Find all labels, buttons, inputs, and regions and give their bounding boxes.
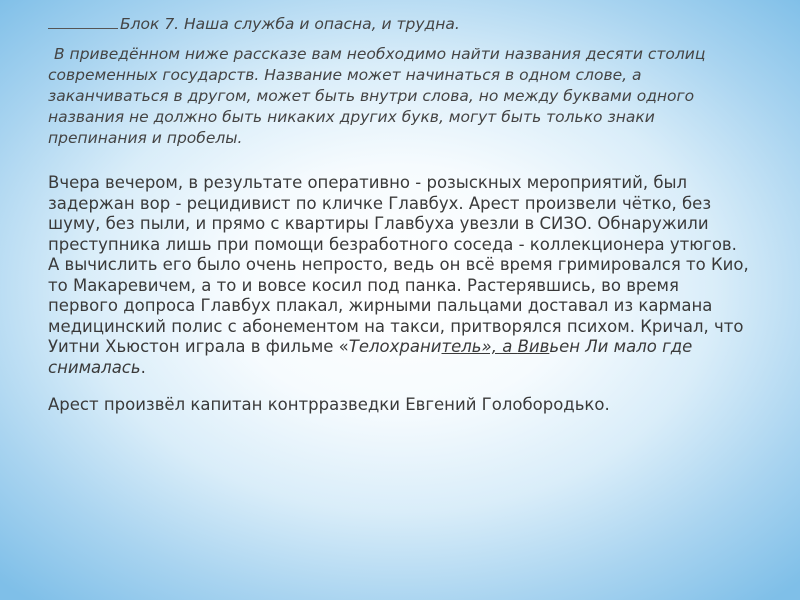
block-heading [48,14,748,35]
story-main-text: Вчера вечером, в результате оперативно - розыскных мероприятий, был задержан вор - рецидивист по кличке Главбух. Арест произвели чётко, без шуму, без пыли, и прямо с квартиры Главбуха увезли в СИЗО. Обнаружили преступника лишь при помощи безработного соседа - коллекционера утюгов. А вычислить его было очень непросто, ведь он всё время гримировался то Кио, то Макаревичем, а то и вовсе косил под панка. Растерявшись, во время первого допроса Главбух плакал, жирными пальцами доставал из кармана медицинский полис с абонементом на такси, притворялся психом. Кричал, что Уитни Хьюстон играла в фильме « [48,173,749,356]
heading-underline-lead [48,14,118,29]
story-paragraph [48,173,753,378]
actress-name-part1-underlined: Вив [517,337,550,356]
film-title-part2-underlined: тель», а [441,337,518,356]
story-end-period: . [140,357,146,377]
arrest-sentence: Арест произвёл капитан контрразведки Евгений Голобородько. [48,395,610,414]
block-heading-text: Блок 7. Наша служба и опасна, и трудна. [120,15,460,33]
task-instructions: В приведённом ниже рассказе вам необходимо найти названия десяти столиц современных государств. Название может начинаться в одном слове, а заканчиваться в другом, может быть внутри слова, но между буквами одного названия не должно быть никаких других букв, могут быть только знаки препинания и пробелы. [48,45,706,147]
film-title-part1: Телохрани [348,337,442,356]
actress-name-part2: ьен Ли мало где снималась [48,337,693,377]
